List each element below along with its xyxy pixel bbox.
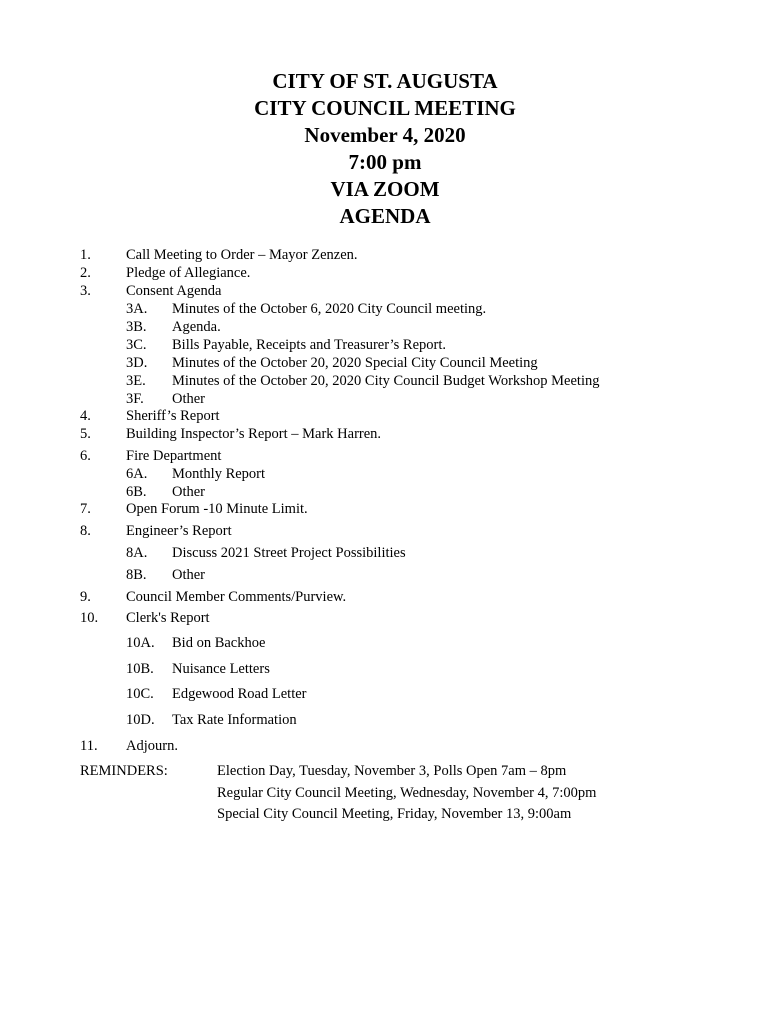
agenda-item-text: Consent Agenda (126, 283, 222, 299)
agenda-item-text: Adjourn. (126, 738, 178, 754)
agenda-subitem-number: 10B. (126, 661, 154, 677)
header-venue: VIA ZOOM (330, 177, 440, 201)
agenda-item-text: Building Inspector’s Report – Mark Harren. (126, 426, 382, 442)
agenda-subitem-number: 10A. (126, 635, 155, 651)
agenda-subitem-number: 6A. (126, 466, 148, 482)
agenda-subitem-number: 8A. (126, 545, 148, 561)
reminder-line: Election Day, Tuesday, November 3, Polls Open 7am – 8pm (217, 763, 567, 779)
agenda-item-text: Pledge of Allegiance. (126, 265, 251, 281)
agenda-item-text: Engineer’s Report (126, 523, 232, 539)
agenda-subitem-number: 3B. (126, 319, 147, 335)
agenda-subitem-text: Nuisance Letters (172, 661, 270, 677)
agenda-item-number: 11. (80, 738, 98, 754)
agenda-item-number: 1. (80, 247, 91, 263)
agenda-subitem-number: 3D. (126, 355, 148, 371)
agenda-item-number: 9. (80, 589, 91, 605)
agenda-subitem-number: 10D. (126, 712, 155, 728)
agenda-item-number: 3. (80, 283, 91, 299)
agenda-subitem-text: Discuss 2021 Street Project Possibilities (172, 545, 406, 561)
agenda-item-text: Fire Department (126, 448, 222, 464)
agenda-subitem-number: 10C. (126, 686, 154, 702)
agenda-subitem-number: 6B. (126, 484, 147, 500)
agenda-subitem-text: Minutes of the October 20, 2020 City Council Budget Workshop Meeting (172, 373, 600, 389)
agenda-item-number: 2. (80, 265, 91, 281)
agenda-subitem-text: Other (172, 567, 206, 583)
agenda-subitem-text: Other (172, 391, 206, 407)
header-meeting-type: CITY COUNCIL MEETING (254, 96, 516, 120)
agenda-item-text: Sheriff’s Report (126, 408, 220, 424)
agenda-subitem-text: Minutes of the October 20, 2020 Special City Council Meeting (172, 355, 538, 371)
agenda-subitem-number: 3E. (126, 373, 146, 389)
agenda-header (0, 68, 770, 230)
agenda-item-text: Clerk's Report (126, 610, 210, 626)
agenda-item-number: 6. (80, 448, 91, 464)
agenda-subitem-number: 8B. (126, 567, 147, 583)
agenda-item-number: 10. (80, 610, 99, 626)
reminder-line: Regular City Council Meeting, Wednesday, November 4, 7:00pm (217, 785, 597, 801)
agenda-subitem-text: Agenda. (172, 319, 221, 335)
agenda-item-number: 4. (80, 408, 91, 424)
reminder-line: Special City Council Meeting, Friday, November 13, 9:00am (217, 806, 572, 822)
agenda-subitem-text: Tax Rate Information (172, 712, 297, 728)
reminders-label: REMINDERS: (80, 763, 168, 779)
header-agenda-title: AGENDA (339, 204, 431, 228)
agenda-item-number: 7. (80, 501, 91, 517)
agenda-subitem-text: Monthly Report (172, 466, 266, 482)
header-city-name: CITY OF ST. AUGUSTA (272, 69, 498, 93)
agenda-item-text: Open Forum -10 Minute Limit. (126, 501, 308, 517)
agenda-item-text: Council Member Comments/Purview. (126, 589, 347, 605)
agenda-subitem-text: Other (172, 484, 206, 500)
header-time: 7:00 pm (348, 150, 422, 174)
agenda-subitem-text: Minutes of the October 6, 2020 City Council meeting. (172, 301, 487, 317)
agenda-subitem-text: Bid on Backhoe (172, 635, 266, 651)
agenda-item-text: Call Meeting to Order – Mayor Zenzen. (126, 247, 358, 263)
header-date: November 4, 2020 (304, 123, 466, 147)
agenda-subitem-number: 3A. (126, 301, 148, 317)
agenda-subitem-number: 3F. (126, 391, 144, 407)
agenda-item-number: 5. (80, 426, 91, 442)
agenda-subitem-number: 3C. (126, 337, 147, 353)
agenda-item-number: 8. (80, 523, 91, 539)
agenda-subitem-text: Edgewood Road Letter (172, 686, 307, 702)
agenda-subitem-text: Bills Payable, Receipts and Treasurer’s Report. (172, 337, 446, 353)
